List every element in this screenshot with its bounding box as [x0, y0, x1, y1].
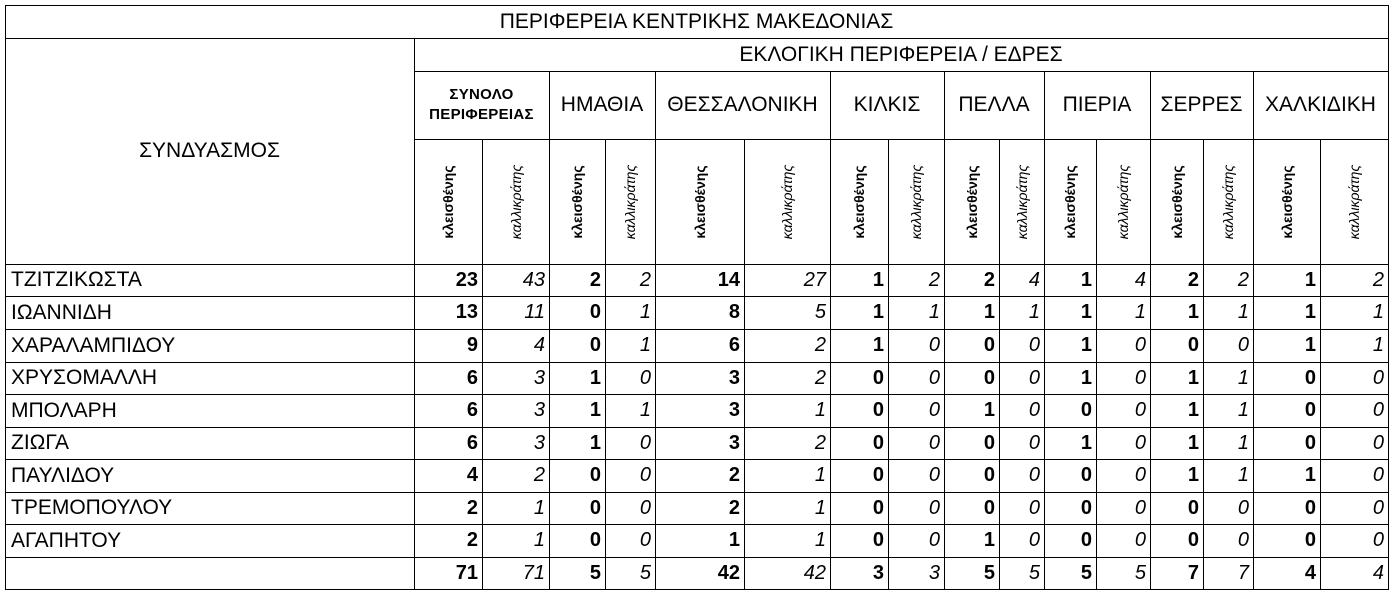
kallikratis-seats: 0 — [1134, 464, 1146, 486]
kallikratis-seats: 0 — [1028, 529, 1040, 551]
kallikratis-seats: 0 — [928, 366, 940, 389]
kleisthenis-seats: 0 — [589, 464, 601, 486]
kleisthenis-seats: 0 — [983, 496, 995, 519]
kallikratis-seats: 0 — [639, 431, 651, 454]
region-header: ΧΑΛΚΙΔΙΚΗ — [1265, 93, 1376, 116]
kleisthenis-header — [1044, 139, 1096, 264]
kallikratis-seats: 1 — [1372, 301, 1384, 323]
kleisthenis-seats: 0 — [589, 301, 601, 323]
kleisthenis-header — [655, 139, 744, 264]
kallikratis-seats: 0 — [928, 399, 940, 421]
kallikratis-header — [1096, 139, 1150, 264]
grid-line — [5, 5, 6, 590]
sub-header-label: καλλικράτης — [1013, 164, 1030, 239]
total-value: 5 — [983, 561, 995, 584]
kleisthenis-seats: 1 — [872, 301, 884, 323]
kleisthenis-seats: 2 — [466, 529, 478, 551]
kallikratis-seats: 0 — [928, 464, 940, 486]
kleisthenis-seats: 1 — [872, 334, 884, 356]
kallikratis-header — [482, 139, 549, 264]
party-name: ΧΡΥΣΟΜΑΛΛΗ — [11, 366, 158, 389]
total-value: 4 — [1372, 561, 1384, 584]
kleisthenis-seats: 6 — [466, 399, 478, 421]
kallikratis-seats: 0 — [1028, 464, 1040, 486]
party-header: ΣΥΝΔΥΑΣΜΟΣ — [139, 139, 280, 162]
grid-line — [1044, 71, 1045, 590]
region-header: ΠΕΛΛΑ — [958, 93, 1030, 116]
kleisthenis-seats: 1 — [983, 399, 995, 421]
kleisthenis-seats: 1 — [1080, 301, 1092, 323]
kallikratis-seats: 2 — [928, 268, 940, 291]
grid-line — [5, 524, 1389, 525]
kleisthenis-seats: 1 — [589, 431, 601, 454]
grid-line — [888, 139, 889, 590]
region-header: ΗΜΑΘΙΑ — [560, 93, 644, 116]
party-name: ΤΖΙΤΖΙΚΩΣΤΑ — [11, 268, 142, 291]
total-value: 5 — [639, 561, 651, 584]
kleisthenis-seats: 0 — [1080, 529, 1092, 551]
total-value: 7 — [1237, 561, 1249, 584]
totals-label — [5, 557, 414, 589]
kallikratis-seats: 0 — [639, 529, 651, 551]
kallikratis-seats: 0 — [1134, 399, 1146, 421]
kleisthenis-seats: 2 — [728, 496, 740, 519]
party-name: ΑΓΑΠΗΤΟΥ — [11, 528, 122, 552]
kallikratis-seats: 2 — [1372, 268, 1384, 291]
kallikratis-seats: 1 — [1372, 334, 1384, 356]
electoral-header: ΕΚΛΟΓΙΚΗ ΠΕΡΙΦΕΡΕΙΑ / ΕΔΡΕΣ — [739, 42, 1063, 66]
grid-line — [744, 139, 745, 590]
kallikratis-header — [744, 139, 830, 264]
kleisthenis-seats: 0 — [1304, 496, 1316, 519]
kallikratis-seats: 0 — [928, 529, 940, 551]
sub-header-label: κλεισθένης — [569, 164, 585, 239]
party-name: ΜΠΟΛΑΡΗ — [11, 398, 117, 422]
kleisthenis-seats: 0 — [983, 431, 995, 454]
kallikratis-seats: 0 — [1134, 366, 1146, 389]
kleisthenis-seats: 1 — [589, 366, 601, 389]
grid-line — [5, 38, 1389, 39]
kleisthenis-seats: 0 — [872, 529, 884, 551]
kleisthenis-seats: 1 — [1080, 366, 1092, 389]
kleisthenis-header — [944, 139, 999, 264]
kallikratis-seats: 2 — [814, 431, 826, 454]
kleisthenis-seats: 0 — [872, 464, 884, 486]
kallikratis-seats: 0 — [928, 496, 940, 519]
kleisthenis-seats: 0 — [872, 399, 884, 421]
kleisthenis-seats: 3 — [728, 366, 740, 389]
total-value: 42 — [803, 561, 826, 584]
kleisthenis-seats: 0 — [1080, 464, 1092, 486]
grid-line — [1203, 139, 1204, 590]
kleisthenis-seats: 0 — [1304, 399, 1316, 421]
sub-header-label: καλλικράτης — [1220, 164, 1236, 239]
kleisthenis-seats: 0 — [1304, 366, 1316, 389]
kallikratis-seats: 5 — [814, 301, 826, 323]
grid-line — [1388, 5, 1389, 590]
party-name: ΧΑΡΑΛΑΜΠΙΔΟΥ — [11, 333, 176, 357]
total-value: 5 — [589, 561, 601, 584]
kleisthenis-seats: 1 — [728, 529, 740, 551]
kleisthenis-seats: 3 — [728, 399, 740, 421]
grid-line — [1253, 71, 1254, 590]
total-region-header — [414, 71, 549, 139]
kleisthenis-seats: 1 — [1080, 431, 1092, 454]
kleisthenis-seats: 4 — [466, 464, 478, 486]
kallikratis-seats: 1 — [1237, 301, 1249, 323]
kallikratis-header — [1203, 139, 1253, 264]
kallikratis-seats: 43 — [522, 268, 545, 291]
sub-header-label: καλλικράτης — [622, 164, 638, 239]
grid-line — [414, 71, 1389, 72]
kleisthenis-seats: 0 — [1304, 529, 1316, 551]
kleisthenis-seats: 2 — [589, 268, 601, 291]
sub-header-label: καλλικράτης — [908, 164, 924, 239]
total-value: 4 — [1304, 561, 1316, 584]
kallikratis-seats: 1 — [1134, 301, 1146, 323]
kallikratis-seats: 4 — [1028, 268, 1040, 291]
kallikratis-seats: 0 — [1134, 496, 1146, 519]
grid-line — [1096, 139, 1097, 590]
kleisthenis-seats: 0 — [1080, 399, 1092, 421]
sub-header-label: κλεισθένης — [851, 164, 867, 239]
kallikratis-seats: 0 — [1028, 366, 1040, 389]
kallikratis-seats: 0 — [639, 366, 651, 389]
kallikratis-seats: 0 — [1028, 431, 1040, 454]
kallikratis-header — [999, 139, 1044, 264]
kleisthenis-seats: 1 — [1304, 301, 1316, 323]
grid-line — [1150, 71, 1151, 590]
kallikratis-seats: 1 — [639, 399, 651, 421]
kleisthenis-seats: 0 — [589, 334, 601, 356]
kleisthenis-seats: 1 — [1187, 431, 1199, 454]
total-value: 42 — [717, 561, 740, 584]
kleisthenis-seats: 8 — [728, 301, 740, 323]
kleisthenis-seats: 1 — [1080, 334, 1092, 356]
kleisthenis-seats: 0 — [1304, 431, 1316, 454]
grid-line — [5, 492, 1389, 493]
kallikratis-seats: 3 — [533, 431, 545, 454]
kallikratis-seats: 27 — [803, 268, 826, 291]
party-name: ΙΩΑΝΝΙΔΗ — [11, 300, 112, 324]
kallikratis-seats: 3 — [533, 399, 545, 421]
kleisthenis-seats: 1 — [589, 399, 601, 421]
total-value: 3 — [928, 561, 940, 584]
kleisthenis-seats: 6 — [466, 431, 478, 454]
kallikratis-seats: 4 — [533, 334, 545, 356]
region-header: ΣΕΡΡΕΣ — [1160, 93, 1243, 116]
sub-header-label: καλλικράτης — [779, 164, 795, 239]
total-value: 7 — [1187, 561, 1199, 584]
kallikratis-seats: 2 — [1237, 268, 1249, 291]
total-value: 71 — [522, 561, 545, 584]
grid-line — [5, 329, 1389, 330]
kleisthenis-seats: 0 — [983, 334, 995, 356]
kallikratis-seats: 0 — [1028, 496, 1040, 519]
kallikratis-seats: 2 — [814, 366, 826, 389]
kleisthenis-seats: 1 — [1304, 334, 1316, 356]
kallikratis-seats: 1 — [1237, 366, 1249, 389]
total-region-header-label: ΣΥΝΟΛΟ ΠΕΡΙΦΕΡΕΙΑΣ — [429, 86, 534, 123]
kleisthenis-seats: 0 — [1080, 496, 1092, 519]
kleisthenis-seats: 0 — [983, 366, 995, 389]
grid-line — [5, 589, 1389, 590]
kallikratis-seats: 2 — [639, 268, 651, 291]
grid-line — [5, 362, 1389, 363]
kallikratis-seats: 0 — [1134, 431, 1146, 454]
kleisthenis-seats: 1 — [983, 529, 995, 551]
kallikratis-seats: 1 — [814, 496, 826, 519]
grid-line — [5, 394, 1389, 395]
kallikratis-seats: 0 — [639, 496, 651, 519]
region-header: ΠΙΕΡΙΑ — [1062, 93, 1132, 116]
kallikratis-seats: 1 — [1237, 399, 1249, 421]
kallikratis-seats: 1 — [1237, 464, 1249, 486]
grid-line — [1320, 139, 1321, 590]
kallikratis-seats: 1 — [928, 301, 940, 323]
kallikratis-seats: 0 — [928, 431, 940, 454]
kleisthenis-header — [549, 139, 605, 264]
grid-line — [414, 38, 415, 590]
kallikratis-header — [888, 139, 944, 264]
kleisthenis-seats: 0 — [872, 496, 884, 519]
region-header: ΘΕΣΣΑΛΟΝΙΚΗ — [667, 93, 818, 116]
kleisthenis-seats: 1 — [1187, 464, 1199, 486]
kleisthenis-seats: 1 — [1187, 366, 1199, 389]
grid-line — [5, 557, 1389, 558]
grid-line — [5, 427, 1389, 428]
kleisthenis-seats: 2 — [728, 464, 740, 486]
kallikratis-seats: 0 — [928, 334, 940, 356]
kallikratis-header — [1320, 139, 1388, 264]
kleisthenis-header — [414, 139, 482, 264]
kallikratis-seats: 0 — [1028, 399, 1040, 421]
kleisthenis-header — [1253, 139, 1320, 264]
kleisthenis-header — [1150, 139, 1203, 264]
kleisthenis-seats: 0 — [983, 464, 995, 486]
kleisthenis-seats: 3 — [728, 431, 740, 454]
total-value: 5 — [1028, 561, 1040, 584]
kallikratis-seats: 11 — [524, 301, 545, 323]
grid-line — [999, 139, 1000, 590]
grid-line — [605, 139, 606, 590]
grid-line — [830, 71, 831, 590]
region-header: ΚΙΛΚΙΣ — [853, 93, 921, 116]
kleisthenis-seats: 1 — [983, 301, 995, 323]
kallikratis-seats: 1 — [814, 529, 826, 551]
kallikratis-seats: 1 — [533, 529, 545, 551]
kleisthenis-seats: 6 — [466, 366, 478, 389]
kallikratis-seats: 0 — [1372, 496, 1384, 519]
total-value: 5 — [1080, 561, 1092, 584]
kallikratis-seats: 2 — [533, 464, 545, 486]
total-value: 71 — [455, 561, 478, 584]
kleisthenis-seats: 0 — [589, 529, 601, 551]
kallikratis-seats: 2 — [814, 334, 826, 356]
total-value: 5 — [1134, 561, 1146, 584]
grid-line — [414, 139, 1389, 140]
kleisthenis-seats: 1 — [1304, 464, 1316, 486]
kallikratis-seats: 3 — [533, 366, 545, 389]
grid-line — [5, 459, 1389, 460]
kallikratis-seats: 4 — [1134, 268, 1146, 291]
kleisthenis-seats: 23 — [455, 268, 478, 291]
kallikratis-seats: 0 — [1372, 399, 1384, 421]
sub-header-label: καλλικράτης — [1115, 164, 1131, 239]
sub-header-label: κλεισθένης — [1278, 164, 1295, 239]
kleisthenis-seats: 14 — [717, 268, 740, 291]
kleisthenis-seats: 13 — [455, 301, 478, 323]
kleisthenis-seats: 1 — [1304, 268, 1316, 291]
kleisthenis-seats: 0 — [1187, 496, 1199, 519]
kallikratis-seats: 1 — [814, 464, 826, 486]
kallikratis-seats: 1 — [639, 301, 651, 323]
kallikratis-seats: 0 — [1372, 464, 1384, 486]
grid-line — [5, 264, 1389, 265]
kallikratis-seats: 0 — [1237, 496, 1249, 519]
kallikratis-seats: 1 — [1237, 431, 1249, 454]
kallikratis-seats: 0 — [1372, 366, 1384, 389]
kleisthenis-seats: 0 — [872, 431, 884, 454]
kallikratis-seats: 0 — [1237, 334, 1249, 356]
kleisthenis-seats: 2 — [983, 268, 995, 291]
kleisthenis-seats: 0 — [589, 496, 601, 519]
kleisthenis-seats: 2 — [1187, 268, 1199, 291]
sub-header-label: κλεισθένης — [1062, 164, 1078, 239]
sub-header-label: καλλικράτης — [507, 164, 524, 239]
sub-header-label: καλλικράτης — [1346, 164, 1362, 239]
kallikratis-seats: 0 — [1134, 334, 1146, 356]
grid-line — [5, 296, 1389, 297]
kallikratis-seats: 0 — [1134, 529, 1146, 551]
sub-header-label: κλεισθένης — [963, 164, 980, 239]
kleisthenis-seats: 2 — [466, 496, 478, 519]
kleisthenis-seats: 0 — [1187, 529, 1199, 551]
grid-line — [655, 71, 656, 590]
kallikratis-seats: 0 — [1237, 529, 1249, 551]
kallikratis-seats: 1 — [1028, 301, 1040, 323]
kallikratis-seats: 1 — [814, 399, 826, 421]
kleisthenis-seats: 1 — [1080, 268, 1092, 291]
kleisthenis-header — [830, 139, 888, 264]
sub-header-label: κλεισθένης — [691, 164, 708, 239]
sheet-title: ΠΕΡΙΦΕΡΕΙΑ ΚΕΝΤΡΙΚΗΣ ΜΑΚΕΔΟΝΙΑΣ — [499, 9, 894, 33]
party-name: ΠΑΥΛΙΔΟΥ — [11, 463, 115, 487]
kleisthenis-seats: 0 — [872, 366, 884, 389]
kleisthenis-seats: 1 — [1187, 399, 1199, 421]
sub-header-label: κλεισθένης — [440, 164, 456, 239]
grid-line — [5, 5, 1389, 6]
kleisthenis-seats: 6 — [728, 334, 740, 356]
kleisthenis-seats: 0 — [1187, 334, 1199, 356]
sub-header-label: κλεισθένης — [1168, 164, 1185, 239]
grid-line — [944, 71, 945, 590]
total-value: 3 — [872, 561, 884, 584]
kallikratis-seats: 1 — [533, 496, 545, 519]
kallikratis-header — [605, 139, 655, 264]
kallikratis-seats: 0 — [1372, 431, 1384, 454]
kallikratis-seats: 1 — [639, 334, 651, 356]
kleisthenis-seats: 1 — [1187, 301, 1199, 323]
grid-line — [549, 71, 550, 590]
party-name: ΖΙΩΓΑ — [11, 431, 70, 454]
kallikratis-seats: 0 — [1372, 529, 1384, 551]
kleisthenis-seats: 1 — [872, 268, 884, 291]
kleisthenis-seats: 9 — [466, 334, 478, 356]
party-name: ΤΡΕΜΟΠΟΥΛΟΥ — [11, 496, 173, 519]
kallikratis-seats: 0 — [639, 464, 651, 486]
kallikratis-seats: 0 — [1028, 334, 1040, 356]
grid-line — [482, 139, 483, 590]
